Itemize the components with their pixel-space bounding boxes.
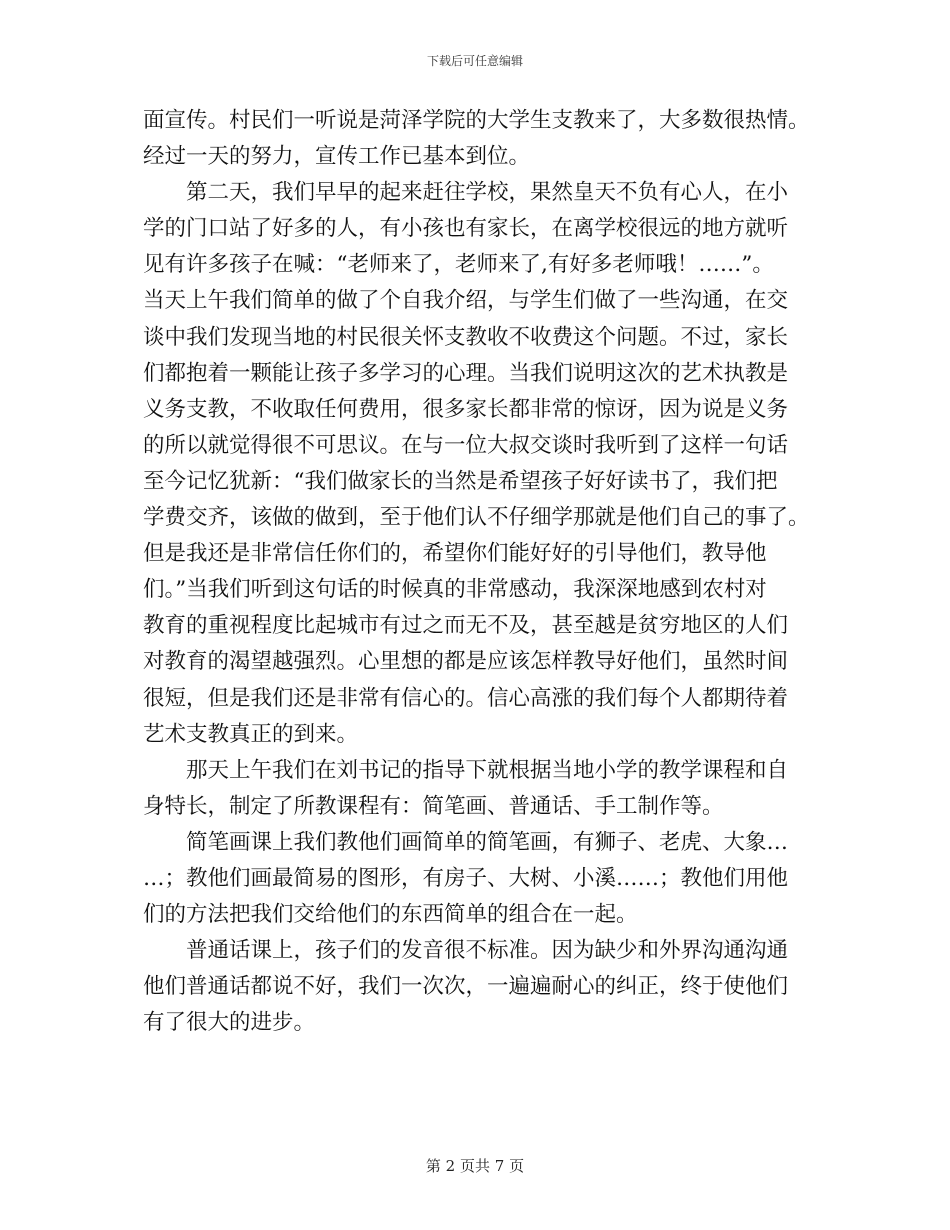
body-line: 们。”当我们听到这句话的时候真的非常感动，我深深地感到农村对 — [143, 577, 767, 603]
body-line: …；教他们画最简易的图形，有房子、大树、小溪……；教他们用他 — [143, 865, 789, 891]
body-line: 简笔画课上我们教他们画简单的简笔画，有狮子、老虎、大象… — [143, 829, 789, 855]
body-line: 们都抱着一颗能让孩子多学习的心理。当我们说明这次的艺术执教是 — [143, 360, 789, 386]
body-line: 普通话课上，孩子们的发音很不标准。因为缺少和外界沟通沟通 — [143, 938, 789, 964]
body-line: 至今记忆犹新：“我们做家长的当然是希望孩子好好读书了，我们把 — [143, 468, 778, 494]
body-line: 见有许多孩子在喊：“老师来了，老师来了,有好多老师哦！……”。 — [143, 252, 774, 278]
body-line: 对教育的渴望越强烈。心里想的都是应该怎样教导好他们，虽然时间 — [143, 649, 789, 675]
body-line: 学费交齐，该做的做到，至于他们认不仔细学那就是他们自己的事了。 — [143, 505, 810, 531]
body-line: 他们普通话都说不好，我们一次次，一遍遍耐心的纠正，终于使他们 — [143, 974, 789, 1000]
body-line: 那天上午我们在刘书记的指导下就根据当地小学的教学课程和自 — [143, 757, 789, 783]
page-header-note: 下载后可任意编辑 — [426, 54, 523, 68]
body-line: 第二天，我们早早的起来赶往学校，果然皇天不负有心人，在小 — [143, 180, 789, 206]
body-line: 的所以就觉得很不可思议。在与一位大叔交谈时我听到了这样一句话 — [143, 432, 789, 458]
body-line: 面宣传。村民们一听说是菏泽学院的大学生支教来了，大多数很热情。 — [143, 108, 810, 133]
body-line: 艺术支教真正的到来。 — [143, 721, 359, 747]
body-line: 谈中我们发现当地的村民很关怀支教收不收费这个问题。不过，家长 — [143, 324, 789, 350]
body-line: 当天上午我们简单的做了个自我介绍，与学生们做了一些沟通，在交 — [143, 288, 789, 314]
body-line: 学的门口站了好多的人，有小孩也有家长，在离学校很远的地方就听 — [143, 216, 789, 242]
body-line: 教育的重视程度比起城市有过之而无不及，甚至越是贫穷地区的人们 — [143, 613, 789, 639]
body-line: 经过一天的努力，宣传工作已基本到位。 — [143, 144, 531, 170]
body-line: 很短，但是我们还是非常有信心的。信心高涨的我们每个人都期待着 — [143, 685, 789, 711]
page-number-footer: 第 2 页共 7 页 — [425, 1157, 525, 1175]
body-line: 有了很大的进步。 — [143, 1010, 316, 1036]
document-body — [143, 103, 823, 1041]
body-line: 身特长，制定了所教课程有：简笔画、普通话、手工制作等。 — [143, 793, 724, 819]
body-line: 义务支教，不收取任何费用，很多家长都非常的惊讶，因为说是义务 — [143, 396, 789, 422]
body-line: 但是我还是非常信任你们的，希望你们能好好的引导他们，教导他 — [143, 541, 767, 567]
body-line: 们的方法把我们交给他们的东西简单的组合在一起。 — [143, 902, 638, 928]
